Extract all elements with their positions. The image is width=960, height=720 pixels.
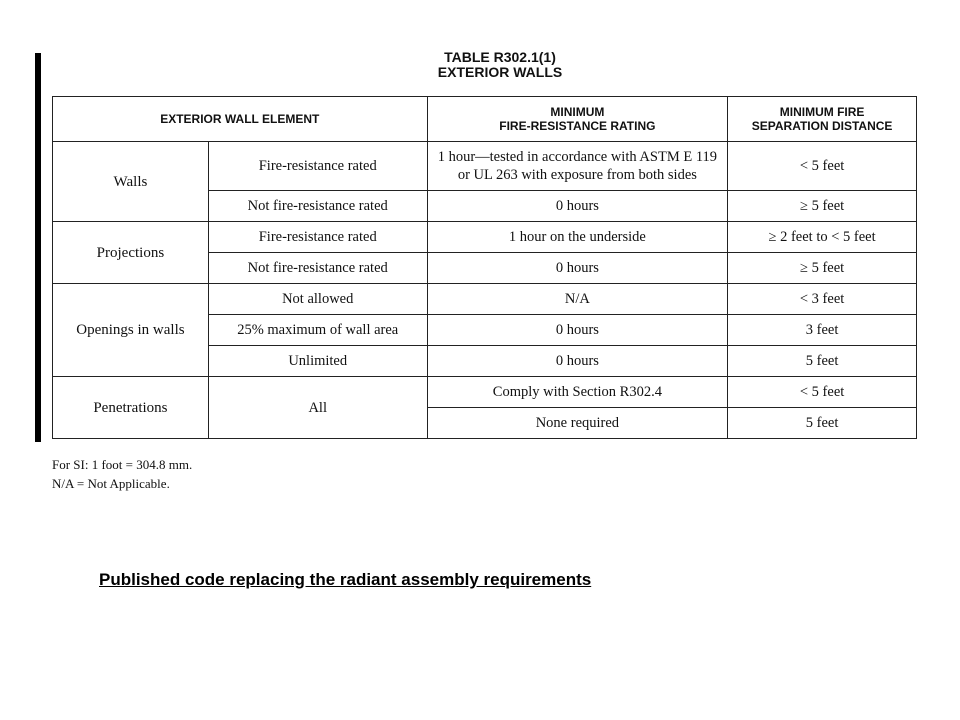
table-row [53, 222, 917, 253]
header-rating [427, 97, 728, 142]
distance-cell: 5 feet [728, 408, 917, 439]
footnote-si: For SI: 1 foot = 304.8 mm. [52, 457, 193, 472]
footnote-na: N/A = Not Applicable. [52, 476, 170, 491]
table-title [260, 50, 740, 80]
table-row [53, 284, 917, 315]
table-footnotes [52, 455, 192, 493]
rating-cell: Comply with Section R302.4 [427, 377, 728, 408]
header-rating-line2: FIRE-RESISTANCE RATING [499, 119, 656, 133]
rating-cell: 0 hours [427, 315, 728, 346]
header-element: EXTERIOR WALL ELEMENT [53, 97, 428, 142]
type-cell: 25% maximum of wall area [208, 315, 427, 346]
rating-cell: 0 hours [427, 253, 728, 284]
header-distance [728, 97, 917, 142]
element-penetrations: Penetrations [53, 377, 209, 439]
header-distance-line2: SEPARATION DISTANCE [751, 119, 893, 133]
type-cell: Fire-resistance rated [208, 142, 427, 191]
type-cell: Fire-resistance rated [208, 222, 427, 253]
rating-cell: N/A [427, 284, 728, 315]
rating-cell: 1 hour on the underside [427, 222, 728, 253]
distance-cell: < 5 feet [728, 142, 917, 191]
element-openings: Openings in walls [53, 284, 209, 377]
distance-cell: ≥ 5 feet [728, 191, 917, 222]
distance-cell: 5 feet [728, 346, 917, 377]
element-walls: Walls [53, 142, 209, 222]
rating-cell: 0 hours [427, 346, 728, 377]
distance-cell: ≥ 5 feet [728, 253, 917, 284]
table-header-row [53, 97, 917, 142]
table-row [53, 377, 917, 408]
exterior-walls-table [52, 96, 917, 439]
header-rating-line1: MINIMUM [550, 105, 605, 119]
table-row [53, 142, 917, 191]
slide-caption: Published code replacing the radiant assembly requirements [99, 570, 592, 589]
left-margin-bar [35, 53, 41, 442]
type-cell: Not allowed [208, 284, 427, 315]
type-cell: Unlimited [208, 346, 427, 377]
distance-cell: < 5 feet [728, 377, 917, 408]
rating-cell [427, 142, 728, 191]
type-cell: Not fire-resistance rated [208, 191, 427, 222]
distance-cell: < 3 feet [728, 284, 917, 315]
rating-line2: or UL 263 with exposure from both sides [457, 167, 697, 183]
rating-cell: None required [427, 408, 728, 439]
rating-line1: 1 hour—tested in accordance with ASTM E 119 [437, 149, 718, 165]
type-cell: Not fire-resistance rated [208, 253, 427, 284]
distance-cell: 3 feet [728, 315, 917, 346]
rating-cell: 0 hours [427, 191, 728, 222]
table-subtitle: EXTERIOR WALLS [437, 64, 563, 80]
element-projections: Projections [53, 222, 209, 284]
type-cell: All [208, 377, 427, 439]
table-number: TABLE R302.1(1) [444, 49, 556, 65]
header-distance-line1: MINIMUM FIRE [779, 105, 865, 119]
distance-cell: ≥ 2 feet to < 5 feet [728, 222, 917, 253]
